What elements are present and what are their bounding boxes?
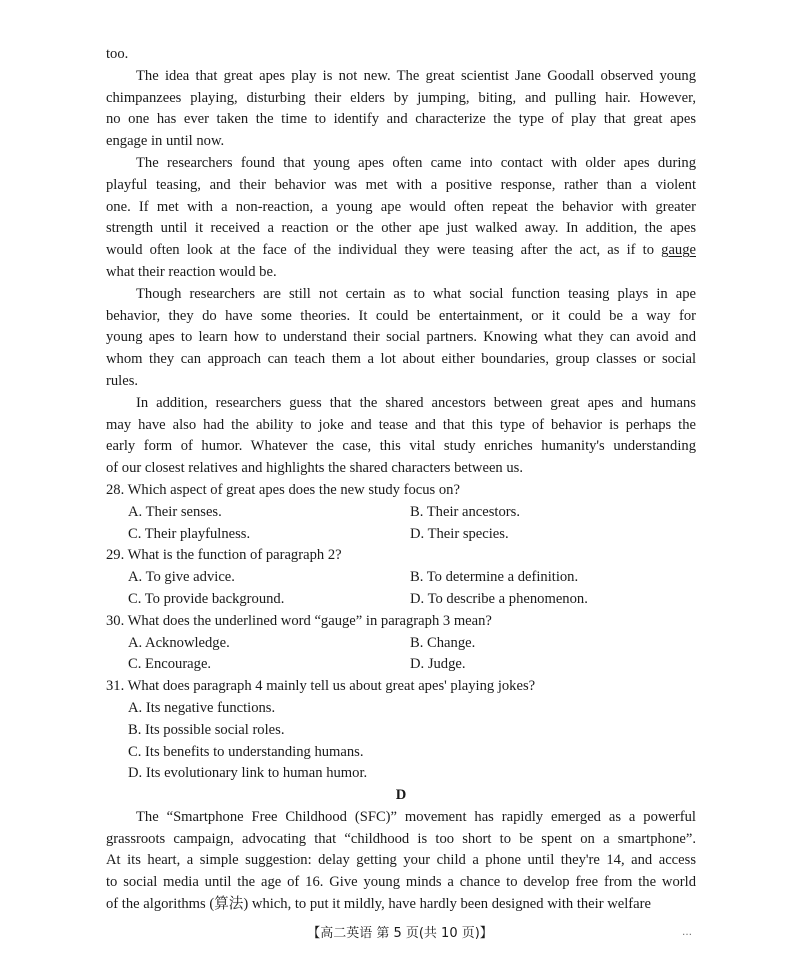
text-line: playful teasing, and their behavior was met with a positive response, rather than a violent [106,176,696,193]
text-line: strength until it received a reaction or the other ape just walked away. In addition, the apes [106,220,696,237]
option-b[interactable]: B. Its possible social roles. [128,721,285,738]
text-line: rules. [106,372,139,389]
text-segment: would often look at the face of the individual they were teasing after the act, as if to [106,242,654,259]
option-a[interactable]: A. To give advice. [128,569,235,586]
option-d[interactable]: D. To describe a phenomenon. [410,590,588,607]
question-stem: 29. What is the function of paragraph 2? [106,547,342,564]
text-line: In addition, researchers guess that the shared ancestors between great apes and humans [136,394,696,411]
continued-text: too. [106,46,129,62]
option-c[interactable]: C. Encourage. [128,656,212,673]
option-c[interactable]: C. Its benefits to understanding humans. [128,743,364,760]
text-line: grassroots campaign, advocating that “childhood is too short to be spent on a smartphone”. [106,830,696,847]
page-footer: 【高二英语 第 5 页(共 10 页)】 [307,926,493,941]
option-row [106,567,696,589]
option-d[interactable]: D. Its evolutionary link to human humor. [128,765,368,782]
text-line [106,240,696,262]
question-30 [106,611,696,676]
text-line: may have also had the ability to joke and tease and that this type of behavior is perhaps the [106,416,696,433]
option-row [106,502,696,524]
text-line: At its heart, a simple suggestion: delay getting your child a phone until they're 14, and access [106,852,696,869]
text-line: young apes to learn how to understand their social partners. Knowing what they can avoid and [106,329,696,346]
question-28 [106,480,696,545]
option-d[interactable]: D. Judge. [410,656,466,673]
option-row [106,633,696,655]
text-line: what their reaction would be. [106,263,277,280]
text-line: no one has ever taken the time to identify and characterize the type of play that great apes [106,111,696,128]
paragraph-3 [106,153,696,284]
option-d[interactable]: D. Their species. [410,525,509,542]
option-row [106,524,696,546]
page-content [106,44,696,916]
text-line: to social media until the age of 16. Give young minds a chance to develop free from the world [106,874,696,891]
footer-mark: … [682,927,692,938]
text-line: The idea that great apes play is not new. The great scientist Jane Goodall observed young [136,67,696,84]
section-d-paragraph-1 [106,807,696,916]
paragraph-2 [106,66,696,153]
text-line: chimpanzees playing, disturbing their elders by jumping, biting, and pulling hair. However, [106,89,696,106]
option-row [106,589,696,611]
underlined-word: gauge [661,242,696,259]
paragraph-5 [106,393,696,480]
text-line: behavior, they do have some theories. It could be entertainment, or it could be a way for [106,307,696,324]
option-a[interactable]: A. Acknowledge. [128,634,230,651]
question-29 [106,545,696,610]
question-stem: 28. Which aspect of great apes does the new study focus on? [106,481,460,498]
paragraph-4 [106,284,696,393]
text-line: of the algorithms (算法) which, to put it mildly, have hardly been designed with their welfare [106,896,651,913]
text-line: whom they can approach can teach them a lot about either boundaries, group classes or social [106,351,696,368]
text-line: one. If met with a non-reaction, a young ape would often repeat the behavior with greater [106,198,696,215]
option-c[interactable]: C. To provide background. [128,590,285,607]
text-line: of our closest relatives and highlights the shared characters between us. [106,460,523,477]
question-31 [106,676,696,785]
option-b[interactable]: B. To determine a definition. [410,569,579,586]
option-b[interactable]: B. Change. [410,634,476,651]
text-line: The “Smartphone Free Childhood (SFC)” movement has rapidly emerged as a powerful [136,808,696,825]
option-row [106,654,696,676]
option-a[interactable]: A. Its negative functions. [128,699,276,716]
text-line: Though researchers are still not certain as to what social function teasing plays in ape [136,285,696,302]
text-line: engage in until now. [106,133,225,150]
text-line: early form of humor. Whatever the case, this vital study enriches humanity's understanding [106,438,696,455]
text-line: The researchers found that young apes often came into contact with older apes during [136,154,696,171]
option-a[interactable]: A. Their senses. [128,503,222,520]
question-stem: 30. What does the underlined word “gauge” in paragraph 3 mean? [106,612,492,629]
question-stem: 31. What does paragraph 4 mainly tell us about great apes' playing jokes? [106,678,536,695]
option-c[interactable]: C. Their playfulness. [128,525,251,542]
section-heading: D [395,787,407,804]
option-b[interactable]: B. Their ancestors. [410,503,520,520]
